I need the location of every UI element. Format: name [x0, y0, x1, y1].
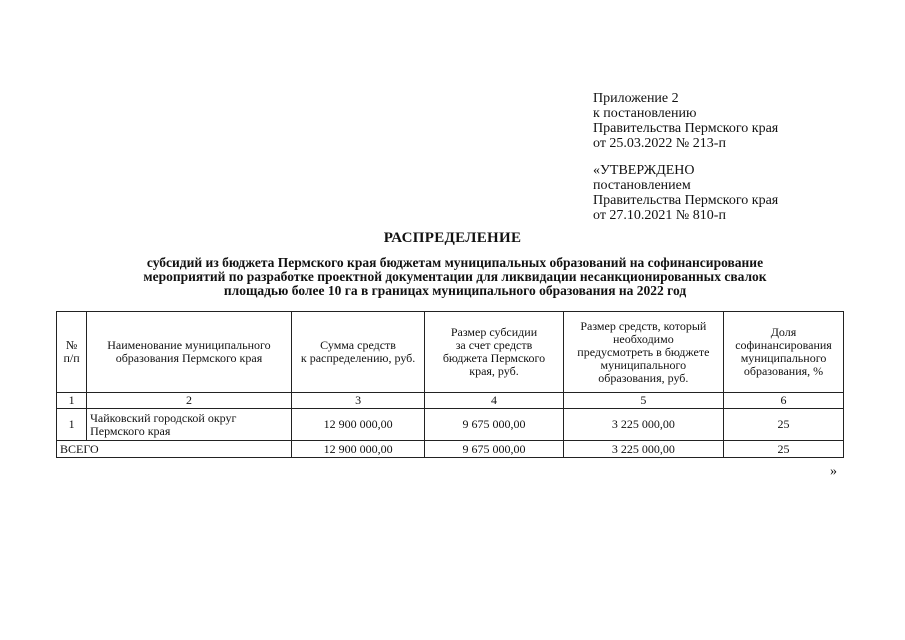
appendix-line: к постановлению — [593, 106, 697, 121]
table-header-row — [57, 312, 844, 393]
row-municipality: Чайковский городской округ Пермского края — [87, 409, 292, 441]
subtitle-line: площадью более 10 га в границах муниципального образования на 2022 год — [223, 283, 687, 298]
row-share: 25 — [724, 409, 844, 441]
column-number: 3 — [291, 393, 424, 409]
approved-line: Правительства Пермского края — [593, 193, 779, 208]
approved-line: от 27.10.2021 № 810-п — [593, 208, 726, 223]
distribution-table — [56, 311, 844, 458]
document-subtitle — [60, 256, 850, 298]
total-label: ВСЕГО — [57, 441, 292, 458]
header-number: № п/п — [57, 312, 87, 393]
total-sum: 12 900 000,00 — [291, 441, 424, 458]
total-subsidy: 9 675 000,00 — [425, 441, 563, 458]
header-municipal-funds: Размер средств, который необходимо предусмотреть в бюджете муниципального образования, руб. — [563, 312, 723, 393]
header-sum: Сумма средств к распределению, руб. — [291, 312, 424, 393]
column-number: 6 — [724, 393, 844, 409]
header-subsidy: Размер субсидии за счет средств бюджета Пермского края, руб. — [425, 312, 563, 393]
approved-line: постановлением — [593, 178, 691, 193]
row-number: 1 — [57, 409, 87, 441]
header-share: Доля софинансирования муниципального образования, % — [724, 312, 844, 393]
row-municipal-funds: 3 225 000,00 — [563, 409, 723, 441]
column-number: 4 — [425, 393, 563, 409]
total-share: 25 — [724, 441, 844, 458]
row-subsidy: 9 675 000,00 — [425, 409, 563, 441]
document-title: РАСПРЕДЕЛЕНИЕ — [383, 230, 522, 246]
subtitle-line: мероприятий по разработке проектной документации для ликвидации несанкционированных свалок — [143, 269, 767, 284]
total-row — [57, 441, 844, 458]
table-row — [57, 409, 844, 441]
approved-block — [593, 163, 778, 223]
total-municipal-funds: 3 225 000,00 — [563, 441, 723, 458]
closing-quote-mark: » — [830, 464, 837, 479]
column-number-row — [57, 393, 844, 409]
column-number: 2 — [87, 393, 292, 409]
approved-line: «УТВЕРЖДЕНО — [593, 163, 695, 178]
appendix-block — [593, 91, 778, 151]
row-sum: 12 900 000,00 — [291, 409, 424, 441]
appendix-line: от 25.03.2022 № 213-п — [593, 136, 726, 151]
column-number: 5 — [563, 393, 723, 409]
header-municipality: Наименование муниципального образования Пермского края — [87, 312, 292, 393]
column-number: 1 — [57, 393, 87, 409]
appendix-line: Приложение 2 — [593, 91, 679, 106]
subtitle-line: субсидий из бюджета Пермского края бюджетам муниципальных образований на софинансирование — [146, 255, 764, 270]
appendix-line: Правительства Пермского края — [593, 121, 779, 136]
